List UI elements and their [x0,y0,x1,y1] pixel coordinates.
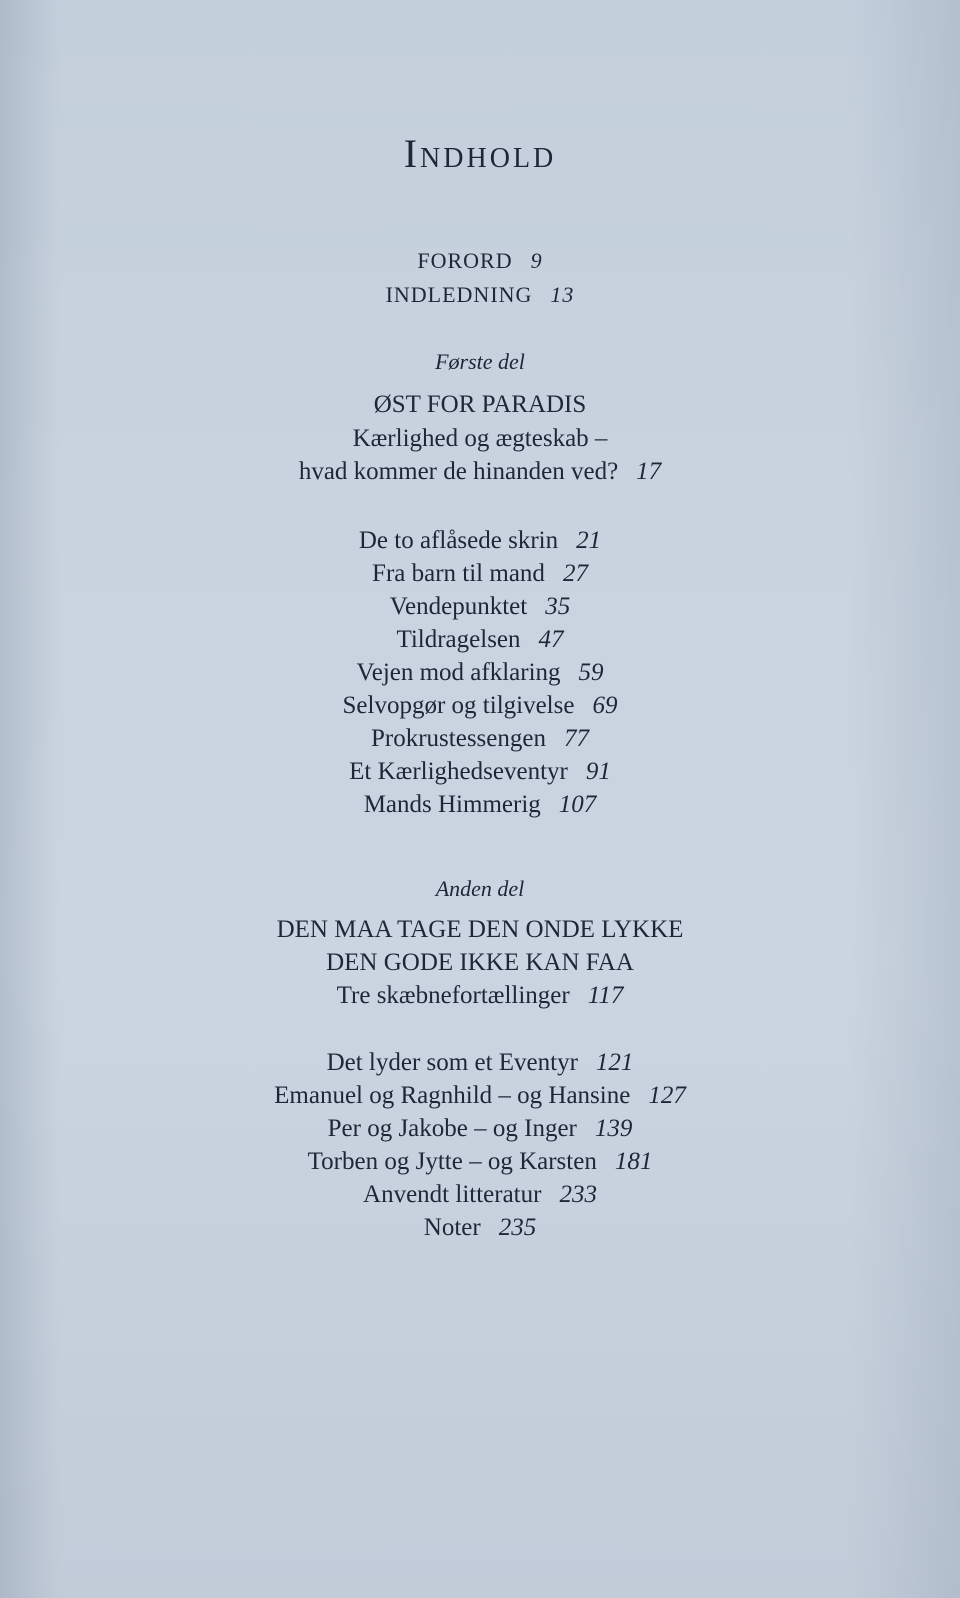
toc-entry-page: 69 [592,692,618,719]
toc-entry-page: 127 [648,1082,686,1109]
toc-entry-page: 117 [587,982,624,1009]
toc-entry [0,1114,960,1144]
toc-entry-label: Vendepunktet [389,593,528,620]
toc-entry-page: 107 [558,791,597,818]
toc-entry-label: Prokrustessengen [371,725,546,752]
toc-entry-page: 13 [550,282,575,307]
toc-entry-forord [0,246,960,276]
toc-entry-label: Per og Jakobe – og Inger [327,1115,577,1142]
toc-entry-page: 47 [538,626,564,653]
toc-entry [0,1147,960,1177]
toc-entry-label: Et Kærlighedseventyr [349,758,568,785]
toc-entry-page: 77 [563,725,589,752]
toc-entry-page: 139 [594,1115,633,1142]
toc-entry [0,658,960,688]
toc-entry-page: 9 [530,248,543,273]
toc-entry [0,757,960,787]
toc-entry [0,691,960,721]
toc-entry [0,724,960,754]
part-two-subtitle [0,981,960,1011]
toc-entry [0,1081,960,1111]
toc-entry-indledning [0,280,960,310]
toc-entry [0,1048,960,1078]
toc-entry-label: Det lyder som et Eventyr [326,1049,578,1076]
part-two-label: Anden del [435,876,525,901]
toc-entry-label: Tre skæbnefortællinger [336,982,570,1009]
toc-entry [0,559,960,589]
toc-entry-label: De to aflåsede skrin [358,527,559,554]
toc-entry-label: Tildragelsen [396,626,521,653]
toc-entry-page: 59 [578,659,604,686]
toc-entry [0,592,960,622]
toc-entry-page: 27 [562,560,588,587]
toc-entry-label: Fra barn til mand [372,560,545,587]
toc-entry [0,625,960,655]
toc-entry-label: Torben og Jytte – og Karsten [307,1148,597,1175]
toc-entry-page: 21 [576,527,602,554]
part-one-subtitle-line2 [0,457,960,487]
part-one-subtitle-line1: Kærlighed og ægteskab – [352,425,608,452]
toc-entry-page: 121 [595,1049,634,1076]
part-one-label: Første del [435,349,525,374]
part-two-heading-line1: DEN MAA TAGE DEN ONDE LYKKE [276,916,684,943]
toc-entry-label: INDLEDNING [385,282,533,307]
toc-entry [0,1213,960,1243]
part-one-heading: ØST FOR PARADIS [373,391,587,418]
toc-entry-label: Emanuel og Ragnhild – og Hansine [274,1082,631,1109]
toc-entry-page: 233 [559,1181,597,1208]
toc-entry [0,526,960,556]
toc-entry-label: Anvendt litteratur [363,1181,542,1208]
toc-entry [0,1180,960,1210]
toc-entry-page: 235 [498,1214,537,1241]
toc-entry-page: 35 [545,593,571,620]
toc-entry-label: Vejen mod afklaring [356,659,561,686]
toc-entry-label: hvad kommer de hinanden ved? [298,458,619,485]
toc-entry-page: 17 [636,458,662,485]
toc-entry-label: Selvopgør og tilgivelse [342,692,575,719]
toc-entry-page: 181 [614,1148,653,1175]
toc-entry-label: Mands Himmerig [363,791,541,818]
toc-entry-label: Noter [423,1214,481,1241]
page-title: Indhold [403,131,557,176]
toc-entry [0,790,960,820]
toc-entry-page: 91 [585,758,611,785]
toc-entry-label: FORORD [417,248,513,273]
part-two-heading-line2: DEN GODE IKKE KAN FAA [326,949,634,976]
